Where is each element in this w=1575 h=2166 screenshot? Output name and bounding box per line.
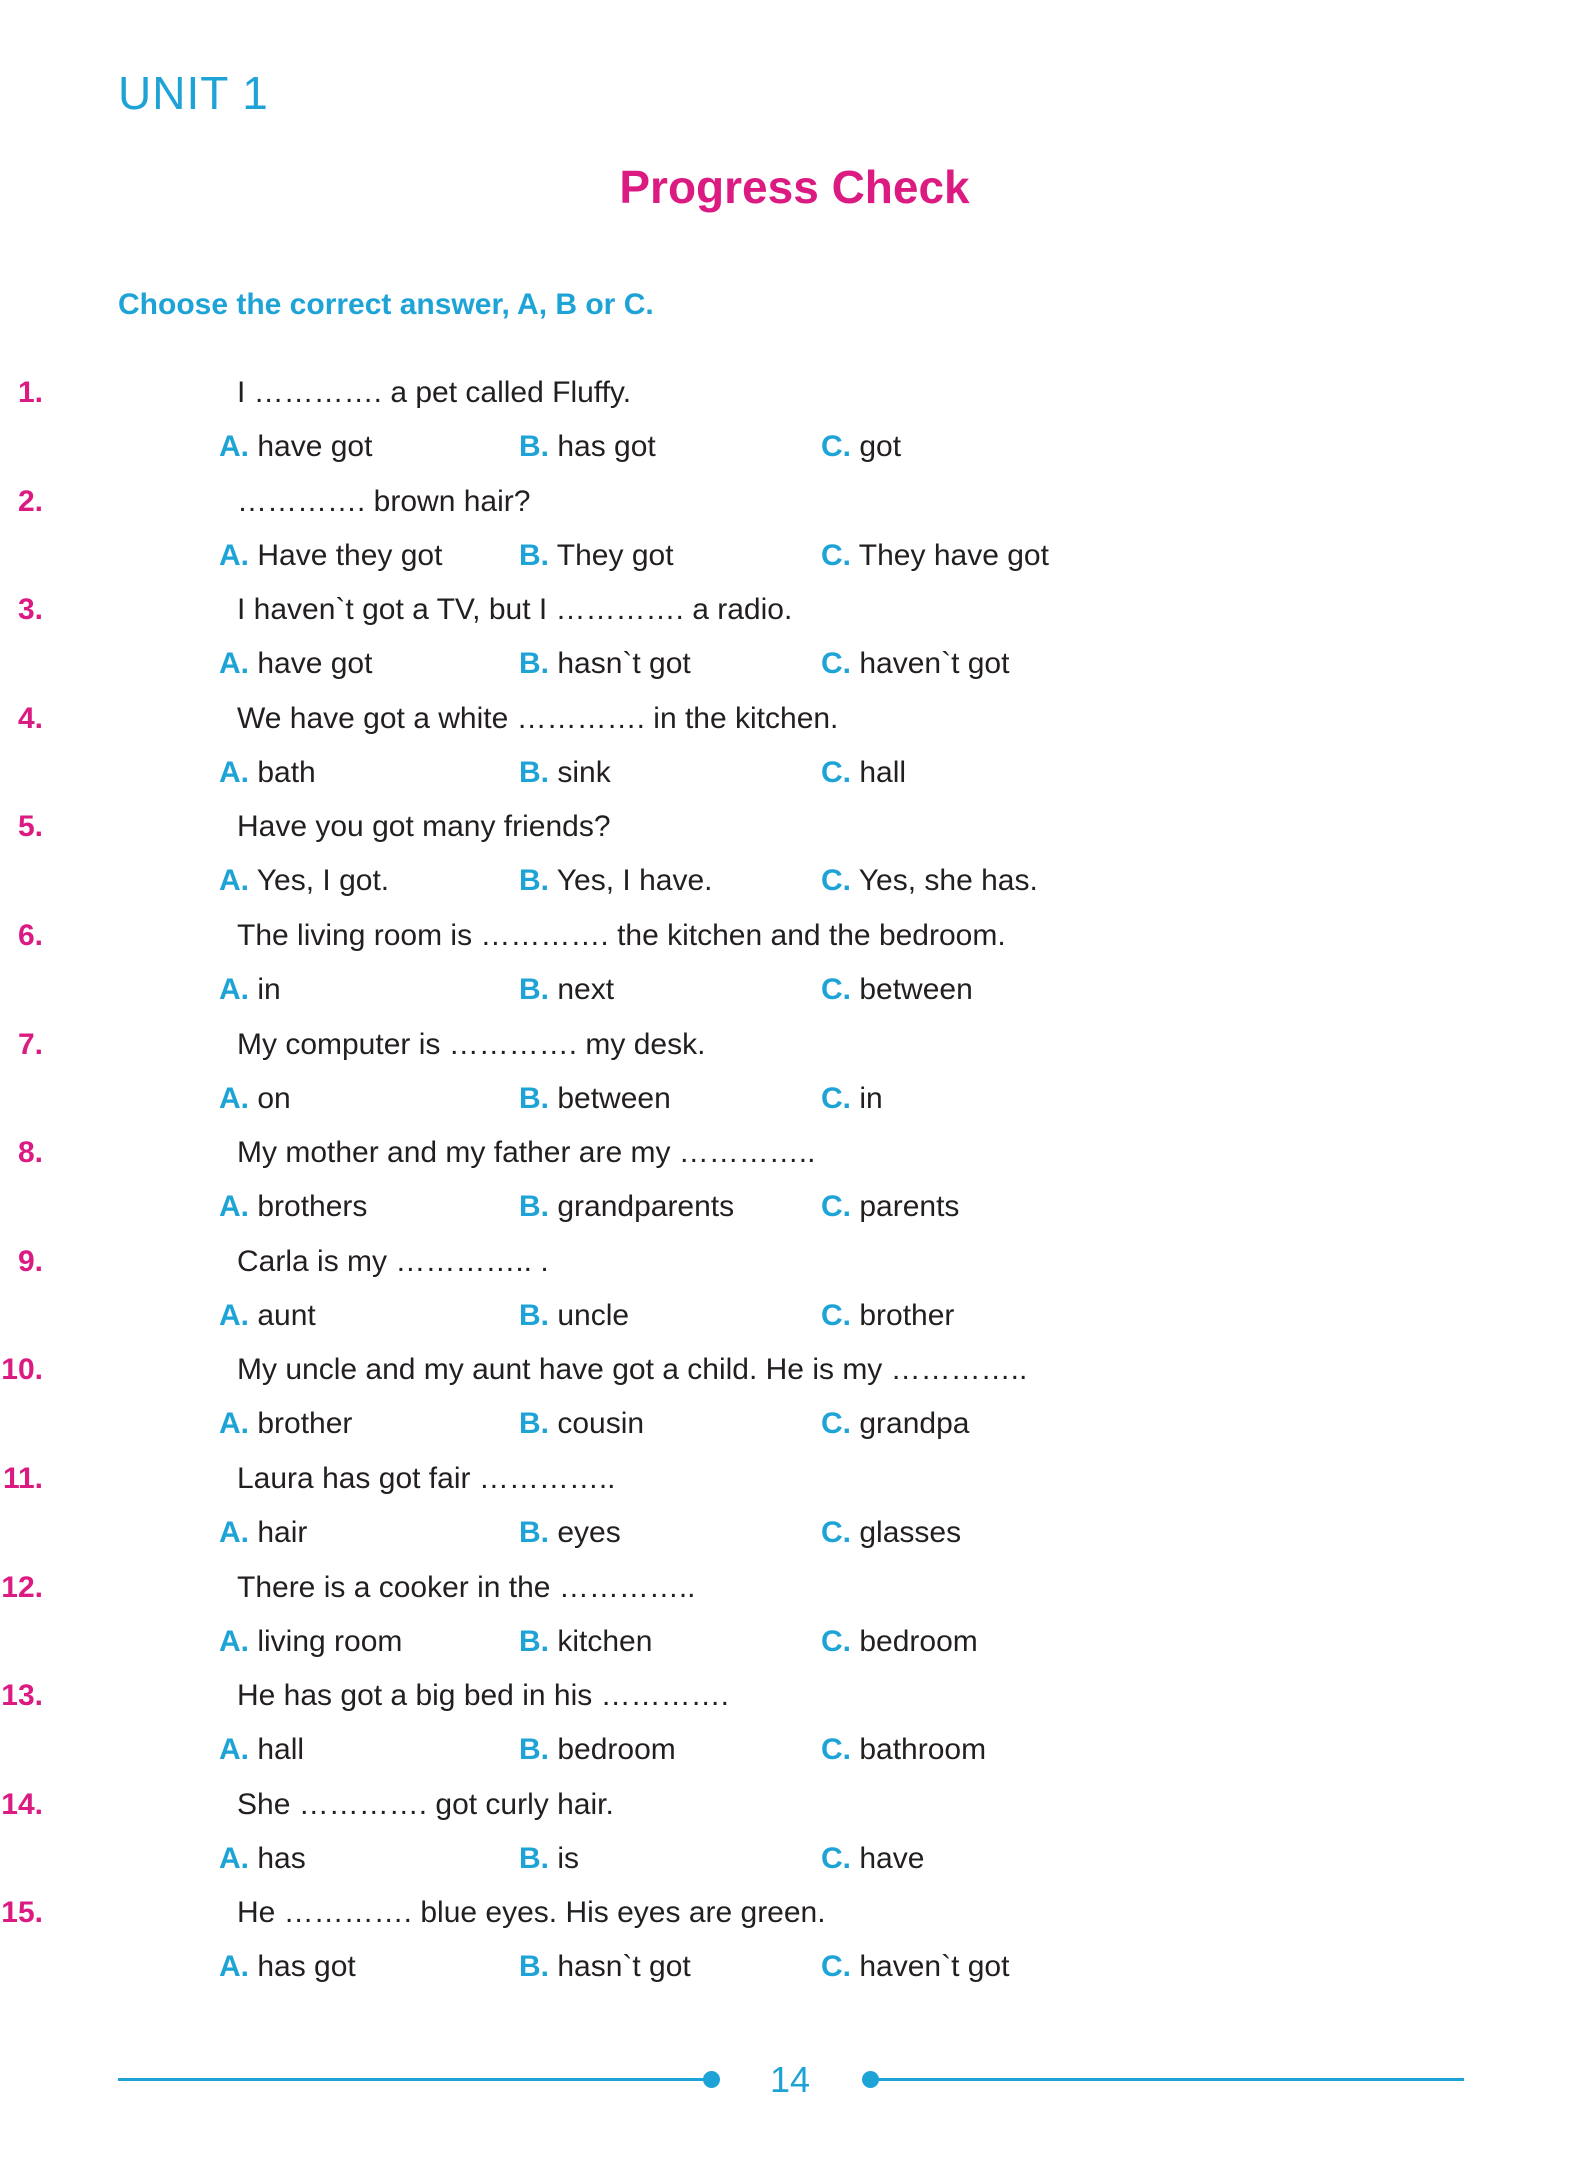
question-line: [0, 699, 1400, 739]
answer-option-a[interactable]: [219, 1839, 306, 1879]
option-text: next: [557, 973, 615, 1006]
option-letter: B.: [519, 647, 549, 681]
question-text: Laura has got fair …………..: [237, 1462, 616, 1495]
option-letter: B.: [519, 430, 549, 463]
question-line: [0, 1025, 1400, 1065]
option-letter: B.: [519, 1516, 549, 1549]
answer-option-b[interactable]: [519, 753, 611, 793]
question-number: 5.: [17, 810, 43, 844]
option-text: have got: [257, 430, 373, 463]
option-letter: C.: [821, 1624, 851, 1658]
option-text: They got: [556, 538, 674, 572]
question-text: My mother and my father are my …………..: [237, 1136, 816, 1170]
question-text: …………. brown hair?: [237, 484, 531, 518]
question-number: 15.: [1, 1896, 43, 1930]
question-line: [0, 916, 1400, 956]
question-number: 3.: [17, 593, 43, 627]
option-letter: C.: [821, 1516, 851, 1549]
question-text: Have you got many friends?: [237, 810, 611, 844]
answer-option-b[interactable]: [519, 970, 614, 1010]
option-letter: C.: [821, 1733, 851, 1767]
option-text: hair: [257, 1516, 308, 1549]
page-footer: [0, 2050, 1575, 2110]
option-letter: B.: [519, 1190, 549, 1224]
option-letter: C.: [821, 1407, 851, 1441]
option-letter: B.: [519, 1841, 549, 1875]
answer-option-a[interactable]: [219, 861, 389, 901]
option-text: have: [859, 1841, 925, 1875]
unit-title: UNIT 1: [118, 67, 269, 119]
option-text: in: [257, 973, 281, 1006]
option-letter: A.: [219, 647, 249, 681]
option-letter: A.: [219, 1298, 249, 1332]
option-letter: A.: [219, 1733, 249, 1767]
option-letter: B.: [519, 973, 549, 1006]
option-text: living room: [257, 1624, 403, 1658]
question-number: 10.: [1, 1353, 43, 1387]
option-letter: C.: [821, 1081, 851, 1115]
option-text: haven`t got: [859, 647, 1010, 681]
question-text: Carla is my ………….. .: [237, 1244, 549, 1278]
option-text: They have got: [858, 538, 1049, 572]
question-text: I haven`t got a TV, but I …………. a radio.: [237, 593, 793, 627]
option-text: in: [859, 1081, 883, 1115]
answer-option-a[interactable]: [219, 1079, 291, 1119]
question-text: We have got a white …………. in the kitchen.: [237, 701, 839, 735]
answer-option-c[interactable]: [821, 1839, 924, 1879]
question-line: [0, 590, 1400, 630]
option-text: bedroom: [859, 1624, 978, 1658]
option-text: haven`t got: [859, 1950, 1010, 1984]
question-item: [0, 482, 1575, 590]
question-number: 8.: [17, 1136, 43, 1170]
option-letter: A.: [219, 538, 249, 572]
question-number: 9.: [17, 1244, 43, 1278]
option-letter: A.: [219, 973, 249, 1006]
answer-option-b[interactable]: [519, 1187, 734, 1227]
question-line: [0, 1676, 1400, 1716]
option-letter: C.: [821, 1841, 851, 1875]
option-letter: C.: [821, 1950, 851, 1984]
question-item: [0, 1350, 1575, 1458]
question-line: [0, 1893, 1400, 1933]
answer-option-c[interactable]: [821, 861, 1038, 901]
question-text: I …………. a pet called Fluffy.: [237, 376, 632, 409]
option-text: bath: [257, 755, 316, 789]
question-text: There is a cooker in the …………..: [237, 1570, 696, 1604]
answer-option-a[interactable]: [219, 1296, 316, 1336]
answer-option-c[interactable]: [821, 970, 973, 1010]
option-letter: B.: [519, 1081, 549, 1115]
answer-option-a[interactable]: [219, 1187, 367, 1227]
option-letter: A.: [219, 1081, 249, 1115]
question-item: [0, 1025, 1575, 1133]
option-letter: C.: [821, 430, 851, 463]
option-text: brother: [859, 1298, 955, 1332]
option-text: bathroom: [859, 1733, 987, 1767]
question-text: My uncle and my aunt have got a child. He is my …………..: [237, 1353, 1028, 1387]
answer-option-b[interactable]: [519, 644, 691, 684]
answer-option-c[interactable]: [821, 1730, 986, 1770]
option-text: has: [257, 1841, 306, 1875]
option-letter: A.: [219, 755, 249, 789]
instructions: Choose the correct answer, A, B or C.: [118, 288, 654, 321]
option-text: Yes, I got.: [256, 864, 390, 898]
option-letter: A.: [219, 1624, 249, 1658]
answer-option-b[interactable]: [519, 536, 674, 576]
option-text: grandparents: [557, 1190, 735, 1224]
option-text: aunt: [257, 1298, 316, 1332]
question-text: The living room is …………. the kitchen and the bedroom.: [237, 919, 1006, 952]
answer-option-a[interactable]: [219, 970, 281, 1010]
question-item: [0, 1133, 1575, 1241]
option-text: brothers: [257, 1190, 368, 1224]
option-letter: B.: [519, 755, 549, 789]
option-text: on: [257, 1081, 291, 1115]
question-number: 11.: [2, 1462, 43, 1495]
question-number: 12.: [1, 1570, 43, 1604]
option-letter: B.: [519, 1407, 549, 1441]
question-line: [0, 1568, 1400, 1608]
answer-option-a[interactable]: [219, 1404, 352, 1444]
answer-option-b[interactable]: [519, 1513, 621, 1553]
question-line: [0, 1242, 1400, 1282]
option-letter: A.: [219, 864, 249, 898]
question-item: [0, 699, 1575, 807]
answer-option-b[interactable]: [519, 1839, 579, 1879]
footer-rule-right: [870, 2078, 1464, 2081]
question-number: 13.: [1, 1679, 43, 1713]
option-letter: C.: [821, 647, 851, 681]
question-line: [0, 1459, 1400, 1499]
option-letter: C.: [821, 973, 851, 1006]
answer-option-c[interactable]: [821, 1513, 961, 1553]
question-line: [0, 373, 1400, 413]
option-letter: C.: [821, 755, 851, 789]
option-letter: C.: [821, 1190, 851, 1224]
page-title: Progress Check: [619, 161, 970, 213]
answer-option-b[interactable]: [519, 1079, 671, 1119]
question-number: 2.: [17, 484, 43, 518]
option-text: glasses: [859, 1516, 962, 1549]
answer-option-c[interactable]: [821, 536, 1049, 576]
option-letter: C.: [821, 538, 851, 572]
option-text: hasn`t got: [557, 1950, 691, 1984]
option-letter: B.: [519, 1298, 549, 1332]
answer-option-b[interactable]: [519, 427, 656, 467]
option-letter: A.: [219, 1516, 249, 1549]
answer-option-c[interactable]: [821, 427, 901, 467]
option-text: have got: [257, 647, 373, 681]
question-item: [0, 1242, 1575, 1350]
option-text: hall: [859, 755, 907, 789]
question-item: [0, 1785, 1575, 1893]
answer-option-c[interactable]: [821, 1187, 959, 1227]
answer-option-a[interactable]: [219, 1947, 356, 1987]
option-text: has got: [557, 430, 656, 463]
option-letter: A.: [219, 430, 249, 463]
question-item: [0, 1676, 1575, 1784]
answer-option-c[interactable]: [821, 1622, 978, 1662]
option-letter: A.: [219, 1190, 249, 1224]
answer-option-a[interactable]: [219, 753, 316, 793]
answer-option-c[interactable]: [821, 753, 906, 793]
question-text: He has got a big bed in his ………….: [237, 1679, 729, 1713]
question-item: [0, 916, 1575, 1024]
option-letter: B.: [519, 1624, 549, 1658]
question-line: [0, 1785, 1400, 1825]
option-text: hall: [257, 1733, 305, 1767]
question-number: 1.: [17, 376, 43, 409]
option-text: sink: [557, 755, 611, 789]
option-text: grandpa: [859, 1407, 970, 1441]
option-text: between: [859, 973, 973, 1006]
option-text: eyes: [557, 1516, 621, 1549]
question-item: [0, 373, 1575, 481]
option-text: Yes, she has.: [858, 864, 1038, 898]
question-item: [0, 1459, 1575, 1567]
option-text: Yes, I have.: [556, 864, 713, 898]
question-item: [0, 1568, 1575, 1676]
answer-option-a[interactable]: [219, 536, 442, 576]
option-letter: B.: [519, 538, 549, 572]
question-line: [0, 1350, 1400, 1390]
question-text: He …………. blue eyes. His eyes are green.: [237, 1896, 826, 1930]
option-text: between: [557, 1081, 671, 1115]
option-text: got: [859, 430, 902, 463]
answer-option-a[interactable]: [219, 1622, 402, 1662]
page-number: 14: [769, 2059, 811, 2100]
option-text: bedroom: [557, 1733, 676, 1767]
footer-rule-left: [118, 2078, 710, 2081]
answer-option-c[interactable]: [821, 1079, 883, 1119]
answer-option-c[interactable]: [821, 1296, 954, 1336]
footer-dot-left: [703, 2071, 720, 2088]
option-letter: B.: [519, 1733, 549, 1767]
option-text: parents: [859, 1190, 960, 1224]
answer-option-c[interactable]: [821, 1947, 1009, 1987]
question-line: [0, 1133, 1400, 1173]
option-text: kitchen: [557, 1624, 653, 1658]
option-text: is: [557, 1841, 580, 1875]
option-letter: C.: [821, 1298, 851, 1332]
option-letter: C.: [821, 864, 851, 898]
option-letter: B.: [519, 1950, 549, 1984]
answer-option-b[interactable]: [519, 1622, 652, 1662]
option-letter: A.: [219, 1841, 249, 1875]
question-item: [0, 590, 1575, 698]
question-item: [0, 1893, 1575, 2001]
answer-option-c[interactable]: [821, 1404, 969, 1444]
question-number: 6.: [17, 919, 43, 952]
question-line: [0, 482, 1400, 522]
answer-option-b[interactable]: [519, 1404, 644, 1444]
answer-option-a[interactable]: [219, 644, 372, 684]
option-text: cousin: [557, 1407, 645, 1441]
question-text: She …………. got curly hair.: [237, 1787, 614, 1821]
option-text: Have they got: [257, 538, 443, 572]
question-number: 4.: [17, 701, 43, 735]
question-number: 7.: [17, 1027, 43, 1061]
question-line: [0, 807, 1400, 847]
answer-option-b[interactable]: [519, 1947, 691, 1987]
answer-option-b[interactable]: [519, 1730, 676, 1770]
option-text: brother: [257, 1407, 353, 1441]
question-item: [0, 807, 1575, 915]
question-text: My computer is …………. my desk.: [237, 1027, 706, 1061]
option-text: uncle: [557, 1298, 630, 1332]
option-text: hasn`t got: [557, 647, 691, 681]
option-text: has got: [257, 1950, 356, 1984]
option-letter: B.: [519, 864, 549, 898]
answer-option-a[interactable]: [219, 1730, 304, 1770]
question-number: 14.: [1, 1787, 43, 1821]
answer-option-b[interactable]: [519, 861, 712, 901]
answer-option-b[interactable]: [519, 1296, 629, 1336]
answer-option-a[interactable]: [219, 1513, 307, 1553]
answer-option-a[interactable]: [219, 427, 372, 467]
answer-option-c[interactable]: [821, 644, 1009, 684]
option-letter: A.: [219, 1407, 249, 1441]
option-letter: A.: [219, 1950, 249, 1984]
